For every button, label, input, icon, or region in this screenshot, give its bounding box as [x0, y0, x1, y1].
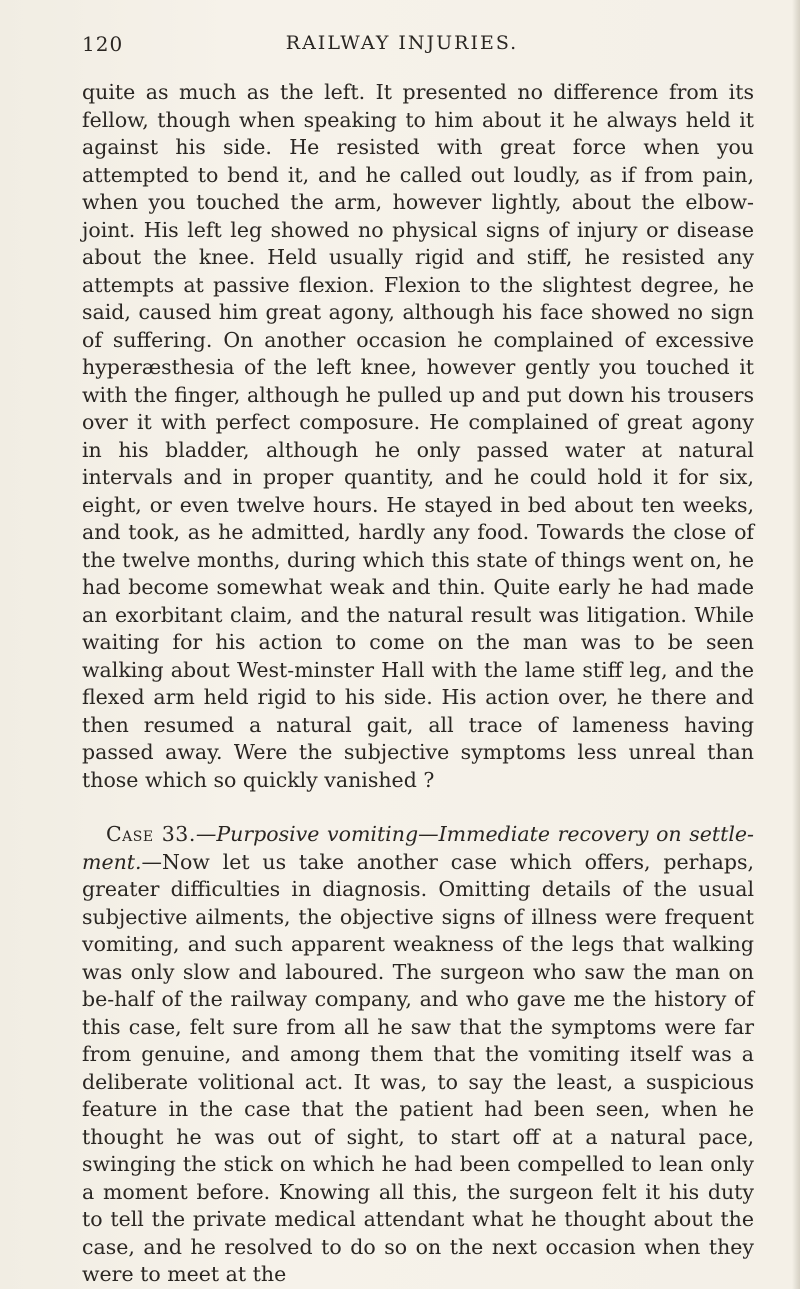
- page-edge-shadow: [792, 0, 800, 1289]
- running-title: RAILWAY INJURIES.: [285, 32, 519, 54]
- paragraph-1: quite as much as the left. It presented no difference from its fellow, though when speaking to him about it he always held it against his side. He resisted with great force when you attempted to bend it, and he called out loudly, as if from pain, when you touched the arm, however lightly, about the elbow-joint. His left leg showed no physical signs of injury or disease about the knee. Held usually rigid and stiff, he resisted any attempts at passive flexion. Flexion to the slightest degree, he said, caused him great agony, although his face showed no sign of suffering. On another occasion he complained of excessive hyperæsthesia of the left knee, however gently you touched it with the finger, although he pulled up and put down his trousers over it with perfect composure. He complained of great agony in his bladder, although he only passed water at natural intervals and in proper quantity, and he could hold it for six, eight, or even twelve hours. He stayed in bed about ten weeks, and took, as he admitted, hardly any food. Towards the close of the twelve months, during which this state of things went on, he had become somewhat weak and thin. Quite early he had made an exorbitant claim, and the natural result was litigation. While waiting for his action to come on the man was to be seen walking about West-minster Hall with the lame stiff leg, and the flexed arm held rigid to his side. His action over, he there and then resumed a natural gait, all trace of lameness having passed away. Were the subjective symptoms less unreal than those which so quickly vanished ?: [82, 80, 754, 792]
- case-label: Case 33.: [106, 822, 196, 846]
- body-text: [82, 79, 754, 1289]
- paragraph-2-text: —Now let us take another case which offers, perhaps, greater difficulties in diagnosis. Omitting details of the usual subjective ailments, the objective signs of illness were frequent vomiting, and such apparent weakness of the legs that walking was only slow and laboured. The surgeon who saw the man on be-half of the railway company, and who gave me the history of this case, felt sure from all he saw that the symptoms were far from genuine, and among them that the vomiting itself was a deliberate volitional act. It was, to say the least, a suspicious feature in the case that the patient had been seen, when he thought he was out of sight, to start off at a natural pace, swinging the stick on which he had been compelled to lean only a moment before. Knowing all this, the surgeon felt it his duty to tell the private medical attendant what he thought about the case, and he resolved to do so on the next occasion when they were to meet at the: [82, 849, 754, 1286]
- page-header: [82, 32, 762, 62]
- case-title: —Purposive vomiting—Immediate recovery on settle-ment.: [82, 822, 754, 874]
- paragraph-2: [82, 821, 754, 1289]
- page-number: 120: [82, 32, 124, 56]
